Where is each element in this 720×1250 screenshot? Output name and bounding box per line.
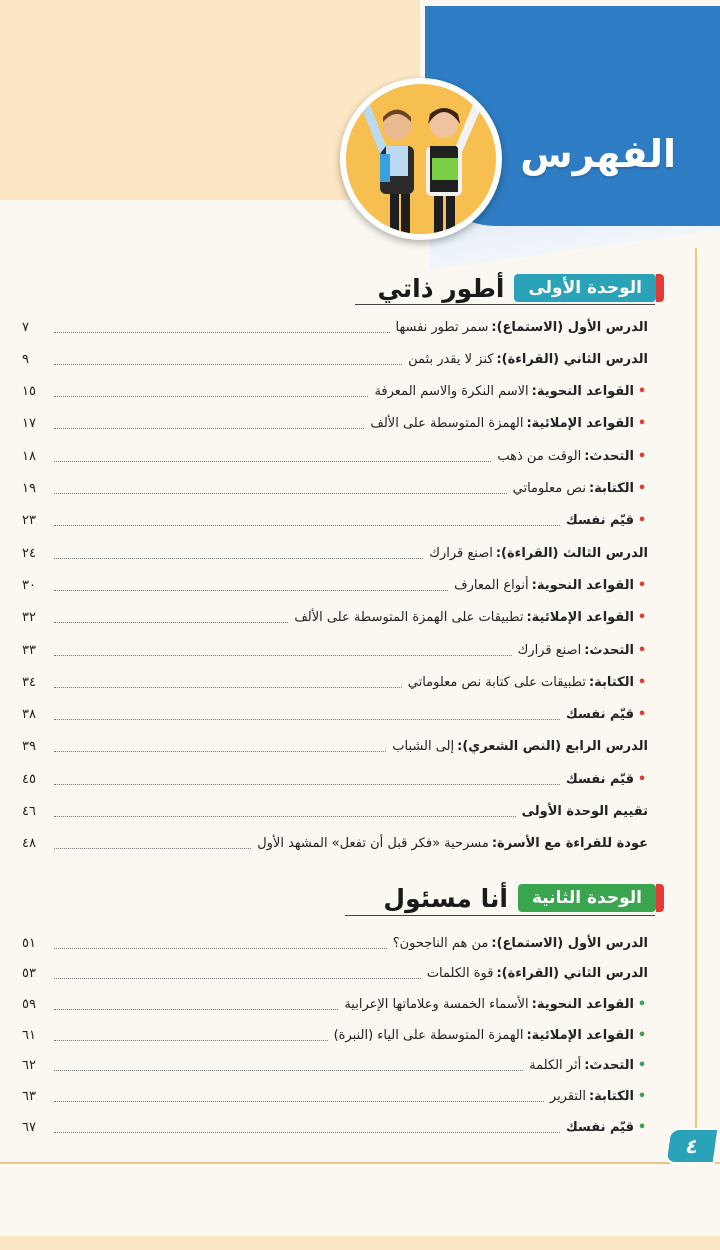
entry-page-number: ٤٨ xyxy=(22,836,36,852)
toc-entry[interactable] xyxy=(22,508,648,534)
bullet-icon: • xyxy=(637,1119,647,1135)
unit-2-header xyxy=(383,880,656,916)
dot-leader xyxy=(54,451,491,462)
entry-text: الأسماء الخمسة وعلاماتها الإعرابية xyxy=(344,996,529,1012)
bullet-icon: • xyxy=(637,416,647,432)
dot-leader xyxy=(54,838,251,849)
entry-label: الكتابة: xyxy=(588,481,634,496)
dot-leader xyxy=(54,645,512,656)
bullet-icon: • xyxy=(637,707,647,723)
dot-leader xyxy=(54,806,516,817)
dot-leader xyxy=(54,677,402,688)
toc-entry[interactable] xyxy=(22,379,648,405)
dot-leader xyxy=(54,548,423,559)
bullet-icon: • xyxy=(637,384,647,400)
dot-leader xyxy=(54,580,448,591)
entry-page-number: ٦١ xyxy=(22,1027,36,1043)
entry-page-number: ١٨ xyxy=(22,448,36,464)
dot-leader xyxy=(54,483,507,494)
dot-leader xyxy=(54,938,387,949)
unit-2-tag-label: الوحدة الثانية xyxy=(531,888,642,908)
entry-page-number: ٣٤ xyxy=(22,674,36,690)
entry-text: الهمزة المتوسطة على الألف xyxy=(370,416,524,432)
bottom-rule xyxy=(0,1162,720,1164)
entry-page-number: ٩ xyxy=(22,351,29,367)
unit-1-tag-label: الوحدة الأولى xyxy=(528,278,642,298)
dot-leader xyxy=(54,1030,328,1041)
entry-label: قيّم نفسك xyxy=(565,771,634,787)
toc-entry[interactable] xyxy=(22,766,648,792)
entry-text: سمر تطور نفسها xyxy=(395,319,489,335)
entry-page-number: ٥٣ xyxy=(22,966,36,982)
entry-page-number: ٧ xyxy=(22,319,29,335)
entry-label: التحدث: xyxy=(584,448,634,464)
bottom-bar xyxy=(0,1236,720,1250)
entry-text: من هم الناجحون؟ xyxy=(392,935,489,951)
entry-label: القواعد الإملائية: xyxy=(526,416,634,432)
unit-1-accent xyxy=(656,274,664,302)
bullet-icon: • xyxy=(637,771,647,787)
toc-entry[interactable] xyxy=(22,572,648,598)
bullet-icon: • xyxy=(637,674,647,690)
toc-entry[interactable] xyxy=(22,991,648,1017)
entry-text: اصنع قرارك xyxy=(429,545,493,561)
entry-text: الاسم النكرة والاسم المعرفة xyxy=(374,384,529,400)
entry-label: الدرس الثالث (القراءة): xyxy=(495,545,648,561)
entry-label: القواعد النحوية: xyxy=(531,996,634,1012)
toc-entry[interactable] xyxy=(22,1053,648,1079)
toc-entry[interactable] xyxy=(22,961,648,987)
bullet-icon: • xyxy=(637,996,647,1012)
entry-page-number: ١٩ xyxy=(22,481,36,496)
entry-page-number: ٦٧ xyxy=(22,1119,36,1135)
entry-text: الوقت من ذهب xyxy=(497,448,582,464)
entry-page-number: ٣٢ xyxy=(22,610,36,626)
entry-page-number: ٦٢ xyxy=(22,1058,36,1074)
toc-entry[interactable] xyxy=(22,799,648,825)
dot-leader xyxy=(54,774,560,785)
toc-entry[interactable] xyxy=(22,314,648,340)
toc-entry[interactable] xyxy=(22,1084,648,1110)
page-margin-line xyxy=(695,248,697,1163)
toc-entry[interactable] xyxy=(22,831,648,857)
dot-leader xyxy=(54,322,390,333)
toc-entry[interactable] xyxy=(22,734,648,760)
toc-entry[interactable] xyxy=(22,637,648,663)
entry-text: أثر الكلمة xyxy=(529,1058,582,1074)
toc-entry[interactable] xyxy=(22,1022,648,1048)
entry-text: الهمزة المتوسطة على الياء (النبرة) xyxy=(333,1027,524,1043)
entry-page-number: ١٥ xyxy=(22,384,36,400)
toc-entry[interactable] xyxy=(22,1114,648,1140)
dot-leader xyxy=(54,515,560,526)
toc-entry[interactable] xyxy=(22,443,648,469)
toc-entry[interactable] xyxy=(22,540,648,566)
entry-label: القواعد الإملائية: xyxy=(526,610,634,626)
entry-page-number: ٦٣ xyxy=(22,1089,36,1104)
entry-text: نص معلوماتي xyxy=(512,481,586,496)
toc-entry[interactable] xyxy=(22,411,648,437)
bullet-icon: • xyxy=(637,513,647,529)
entry-label: قيّم نفسك xyxy=(565,707,634,723)
unit-1-name: أطور ذاتي xyxy=(377,273,505,303)
entry-label: القواعد النحوية: xyxy=(531,577,634,593)
entry-label: الدرس الأول (الاستماع): xyxy=(491,935,648,951)
unit-2-accent xyxy=(656,884,664,912)
entry-text: إلى الشباب xyxy=(392,739,455,755)
dot-leader xyxy=(54,354,402,365)
entry-page-number: ٣٩ xyxy=(22,739,36,755)
bullet-icon: • xyxy=(637,1027,647,1043)
entry-text: تطبيقات على الهمزة المتوسطة على الألف xyxy=(294,610,524,626)
entry-page-number: ٥٩ xyxy=(22,996,36,1012)
entry-page-number: ٣٣ xyxy=(22,642,36,658)
unit-1-tag xyxy=(514,274,656,302)
bullet-icon: • xyxy=(637,1058,647,1074)
page-title: الفهرس xyxy=(520,132,676,176)
unit-1-underline xyxy=(355,304,655,305)
unit-1-header xyxy=(378,270,657,306)
toc-entry[interactable] xyxy=(22,702,648,728)
dot-leader xyxy=(54,386,368,397)
entry-label: الدرس الأول (الاستماع): xyxy=(491,319,648,335)
entry-label: القواعد النحوية: xyxy=(531,384,634,400)
dot-leader xyxy=(54,741,386,752)
dot-leader xyxy=(54,999,338,1010)
entry-text: التقرير xyxy=(549,1089,586,1104)
bullet-icon: • xyxy=(637,481,647,496)
entry-label: الدرس الرابع (النص الشعري): xyxy=(457,739,648,755)
bullet-icon: • xyxy=(637,642,647,658)
entry-page-number: ٣٨ xyxy=(22,707,36,723)
unit-2-name: أنا مسئول xyxy=(383,883,508,913)
entry-text: قوة الكلمات xyxy=(426,966,494,982)
entry-label: الكتابة: xyxy=(588,674,634,690)
page-number-badge: ٤ xyxy=(664,1128,719,1164)
toc-entry[interactable] xyxy=(22,476,648,502)
toc-entry[interactable] xyxy=(22,346,648,372)
entry-label: القواعد الإملائية: xyxy=(526,1027,634,1043)
students-photo xyxy=(340,78,502,240)
entry-label: قيّم نفسك xyxy=(565,1119,634,1135)
entry-label: قيّم نفسك xyxy=(565,513,634,529)
entry-page-number: ٤٦ xyxy=(22,804,36,819)
bullet-icon: • xyxy=(637,577,647,593)
entry-page-number: ٢٤ xyxy=(22,545,36,561)
dot-leader xyxy=(54,418,364,429)
entry-text: مسرحية «فكر قبل أن تفعل» المشهد الأول xyxy=(257,836,489,852)
entry-label: تقييم الوحدة الأولى xyxy=(521,804,648,819)
entry-text: تطبيقات على كتابة نص معلوماتي xyxy=(407,674,586,690)
entry-label: الدرس الثاني (القراءة): xyxy=(496,966,648,982)
entry-label: عودة للقراءة مع الأسرة: xyxy=(491,836,648,852)
entry-text: أنواع المعارف xyxy=(454,577,529,593)
bullet-icon: • xyxy=(637,448,647,464)
entry-text: اصنع قرارك xyxy=(517,642,582,658)
dot-leader xyxy=(54,968,421,979)
bullet-icon: • xyxy=(637,1089,647,1104)
entry-page-number: ١٧ xyxy=(22,416,36,432)
entry-label: التحدث: xyxy=(584,642,634,658)
entry-page-number: ٤٥ xyxy=(22,771,36,787)
entry-label: الدرس الثاني (القراءة): xyxy=(496,351,648,367)
entry-page-number: ٣٠ xyxy=(22,577,36,593)
dot-leader xyxy=(54,612,288,623)
toc-entry[interactable] xyxy=(22,605,648,631)
entry-label: الكتابة: xyxy=(588,1089,634,1104)
dot-leader xyxy=(54,709,560,720)
entry-page-number: ٢٣ xyxy=(22,513,36,529)
entry-page-number: ٥١ xyxy=(22,935,36,951)
unit-2-tag xyxy=(518,884,656,912)
toc-entry[interactable] xyxy=(22,930,648,956)
toc-entry[interactable] xyxy=(22,669,648,695)
unit-2-underline xyxy=(345,915,655,916)
entry-text: كنز لا يقدر بثمن xyxy=(408,351,494,367)
dot-leader xyxy=(54,1122,560,1133)
dot-leader xyxy=(54,1060,523,1071)
dot-leader xyxy=(54,1091,544,1102)
bullet-icon: • xyxy=(637,610,647,626)
entry-label: التحدث: xyxy=(584,1058,634,1074)
